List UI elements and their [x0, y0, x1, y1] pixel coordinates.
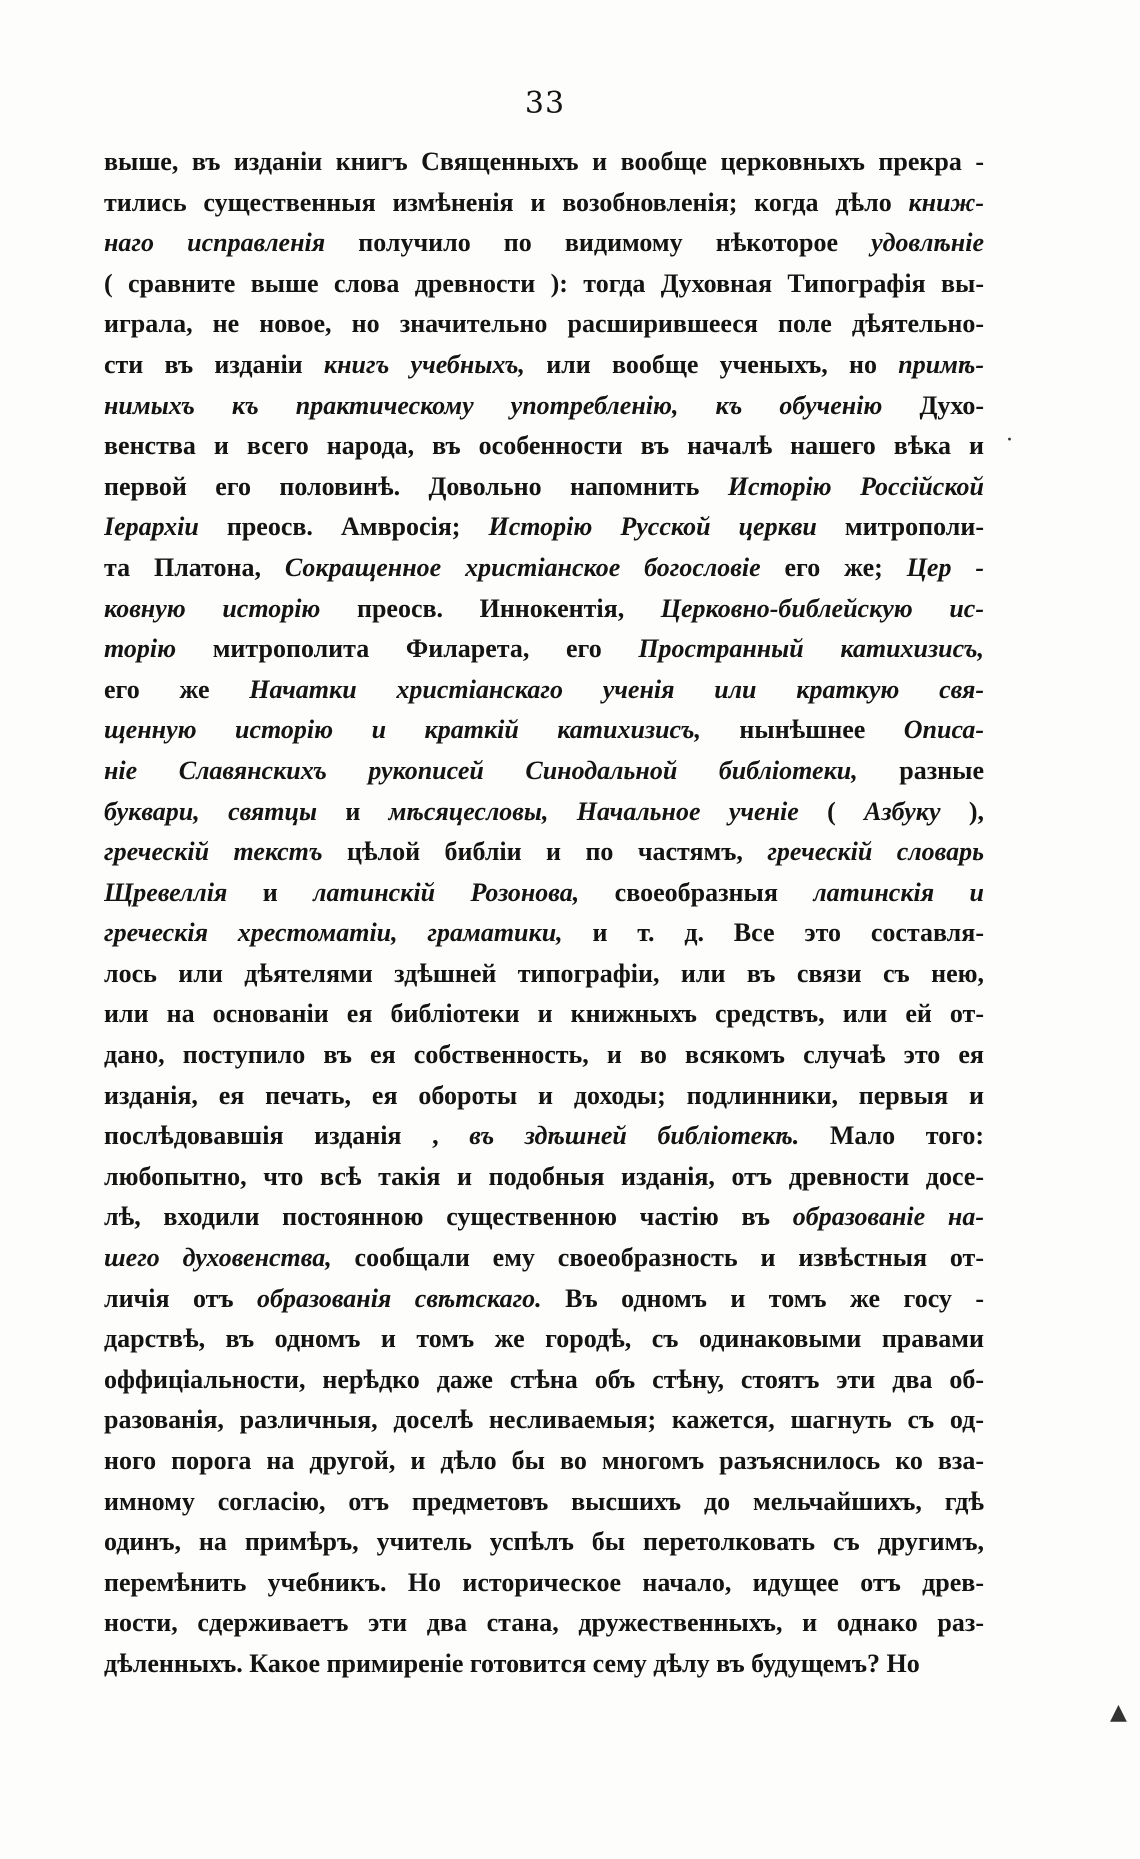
- text-segment: получило по видимому нѣкоторое: [325, 228, 872, 258]
- text-line: [104, 1076, 984, 1117]
- italic-segment: Начатки христіанскаго ученія или краткую свя-: [249, 674, 984, 704]
- italic-segment: буквари, святцы: [104, 796, 318, 826]
- italic-segment: щенную исторію и краткій катихизисъ,: [104, 715, 701, 745]
- text-segment: и: [227, 877, 314, 907]
- italic-segment: греческій текстъ: [104, 837, 323, 867]
- text-segment: Духо-: [882, 390, 984, 420]
- text-segment: своеобразныя: [579, 877, 814, 907]
- text-line: [104, 1563, 984, 1604]
- text-segment: преосв. Иннокентія,: [320, 593, 661, 623]
- text-line: [104, 1238, 984, 1279]
- text-line: [104, 832, 984, 873]
- text-segment: нынѣшнее: [700, 715, 904, 745]
- text-segment: дарствѣ, въ одномъ и томъ же городѣ, съ одинаковыми правами: [104, 1324, 984, 1354]
- text-segment: разные: [857, 755, 984, 785]
- italic-segment: торію: [104, 634, 177, 664]
- text-segment: личія отъ: [104, 1283, 258, 1313]
- text-segment: Въ одномъ и томъ же госу -: [541, 1283, 984, 1313]
- text-line: [104, 467, 984, 508]
- text-line: [104, 994, 984, 1035]
- text-segment: венства и всего народа, въ особенности въ началѣ нашего вѣка и: [104, 431, 984, 461]
- text-line: [104, 873, 984, 914]
- italic-segment: Щревеллія: [104, 877, 228, 907]
- text-line: [104, 223, 984, 264]
- text-segment: ного порога на другой, и дѣло бы во многомъ разъяснилось ко вза-: [104, 1446, 984, 1475]
- text-segment: и т. д. Все это составля-: [562, 918, 984, 948]
- text-segment: сти въ изданіи: [104, 349, 324, 379]
- italic-segment: Пространный катихизисъ,: [638, 634, 984, 664]
- text-segment: или вообще ученыхъ, но: [524, 349, 899, 379]
- italic-segment: мѣсяцесловы, Начальное ученіе: [388, 796, 799, 826]
- italic-segment: въ здѣшней библіотекѣ.: [469, 1121, 800, 1151]
- text-segment: (: [798, 796, 865, 826]
- text-line: [104, 954, 984, 995]
- text-segment: его же: [104, 674, 250, 704]
- text-line: [104, 629, 984, 670]
- text-segment: цѣлой библіи и по частямъ,: [322, 837, 768, 867]
- text-segment: разованія, различныя, доселѣ несливаемыя; кажется, шагнуть съ од-: [104, 1405, 984, 1435]
- text-segment: дано, поступило въ ея собственность, и во всякомъ случаѣ это ея: [104, 1040, 984, 1070]
- text-line: [104, 1603, 984, 1644]
- text-segment: любопытно, что всѣ такія и подобныя изданія, отъ древности досе-: [104, 1161, 984, 1191]
- text-segment: дѣленныхъ. Какое примиреніе готовится сему дѣлу въ будущемъ? Но: [104, 1648, 920, 1678]
- text-segment: его же;: [760, 552, 907, 582]
- text-line: [104, 1360, 984, 1401]
- text-segment: лось или дѣятелями здѣшней типографіи, или въ связи съ нею,: [104, 958, 984, 988]
- text-line: [104, 345, 984, 386]
- italic-segment: Сокращенное христіанское богословіе: [284, 552, 761, 582]
- text-line: [104, 670, 984, 711]
- text-segment: сообщали ему своеобразность и извѣстныя от-: [331, 1243, 984, 1273]
- text-segment: Мало того:: [799, 1121, 984, 1151]
- text-line: [104, 264, 984, 305]
- italic-segment: Исторію Россійской: [727, 471, 984, 501]
- text-segment: одинъ, на примѣръ, учитель успѣлъ бы перетолковать съ другимъ,: [104, 1527, 984, 1557]
- page-text: [104, 142, 984, 1685]
- italic-segment: Цер -: [906, 552, 984, 582]
- text-segment: оффиціальности, нерѣдко даже стѣна объ стѣну, стоятъ эти два об-: [104, 1364, 984, 1394]
- page-number: 33: [524, 86, 566, 121]
- text-line: [104, 792, 984, 833]
- text-segment: ности, сдерживаетъ эти два стана, дружественныхъ, и однако раз-: [104, 1608, 984, 1638]
- italic-segment: Азбуку: [864, 796, 941, 826]
- text-segment: выше, въ изданіи книгъ Священныхъ и вообще церковныхъ прекра -: [104, 147, 984, 176]
- text-line: [104, 142, 984, 183]
- text-segment: ( сравните выше слова древности ): тогда Духовная Типографія вы-: [104, 268, 984, 298]
- text-line: [104, 304, 984, 345]
- text-line: [104, 913, 984, 954]
- text-segment: та Платона,: [104, 552, 285, 582]
- text-line: [104, 1644, 984, 1685]
- text-line: [104, 710, 984, 751]
- italic-segment: образованія свѣтскаго.: [257, 1283, 542, 1313]
- corner-mark: ▲: [1110, 1700, 1127, 1725]
- text-segment: изданія, ея печать, ея обороты и доходы; подлинники, первыя и: [104, 1080, 984, 1110]
- italic-segment: нимыхъ къ практическому употребленію, къ обученію: [104, 390, 883, 420]
- italic-segment: Исторію Русской церкви: [488, 512, 817, 542]
- text-segment: имному согласію, отъ предметовъ высшихъ до мельчайшихъ, гдѣ: [104, 1486, 984, 1516]
- text-line: [104, 386, 984, 427]
- text-line: [104, 1157, 984, 1198]
- text-line: [104, 1279, 984, 1320]
- text-line: [104, 426, 984, 467]
- text-line: [104, 1116, 984, 1157]
- text-line: [104, 589, 984, 630]
- italic-segment: Церковно-библейскую ис-: [660, 593, 984, 623]
- margin-speck: ·: [1006, 428, 1013, 453]
- italic-segment: греческій словарь: [767, 837, 984, 867]
- italic-segment: латинскій Розонова,: [313, 877, 580, 907]
- text-line: [104, 1522, 984, 1563]
- text-segment: и: [317, 796, 389, 826]
- text-segment: играла, не новое, но значительно расширившееся поле дѣятельно-: [104, 309, 984, 339]
- italic-segment: образованіе на-: [792, 1202, 984, 1232]
- text-segment: тились существенныя измѣненія и возобновленія; когда дѣло: [104, 187, 909, 217]
- text-line: [104, 1035, 984, 1076]
- text-line: [104, 507, 984, 548]
- text-segment: послѣдовавшія изданія ,: [104, 1121, 470, 1151]
- italic-segment: книж-: [908, 187, 984, 217]
- text-line: [104, 1400, 984, 1441]
- italic-segment: Описа-: [903, 715, 984, 745]
- text-line: [104, 751, 984, 792]
- text-line: [104, 1197, 984, 1238]
- text-line: [104, 548, 984, 589]
- italic-segment: шего духовенства,: [104, 1243, 332, 1273]
- italic-segment: наго исправленія: [104, 228, 326, 258]
- text-segment: перемѣнить учебникъ. Но историческое начало, идущее отъ древ-: [104, 1567, 984, 1597]
- text-segment: митрополита Филарета, его: [176, 634, 639, 664]
- text-line: [104, 1441, 984, 1482]
- text-line: [104, 183, 984, 224]
- text-line: [104, 1482, 984, 1523]
- text-segment: лѣ, входили постоянною существенною частію въ: [104, 1202, 793, 1232]
- text-segment: или на основаніи ея библіотеки и книжныхъ средствъ, или ей от-: [104, 999, 984, 1029]
- text-segment: ),: [940, 796, 984, 826]
- italic-segment: удовлѣніе: [871, 228, 984, 258]
- italic-segment: ніе Славянскихъ рукописей Синодальной библіотеки,: [104, 755, 858, 785]
- text-line: [104, 1319, 984, 1360]
- italic-segment: Іерархіи: [104, 512, 199, 542]
- text-segment: преосв. Амвросія;: [198, 512, 489, 542]
- italic-segment: книгъ учебныхъ,: [323, 349, 525, 379]
- italic-segment: латинскія и: [813, 877, 984, 907]
- italic-segment: ковную исторію: [104, 593, 321, 623]
- text-segment: митрополи-: [816, 512, 984, 542]
- italic-segment: примѣ-: [898, 349, 984, 379]
- text-segment: первой его половинѣ. Довольно напомнить: [104, 471, 728, 501]
- italic-segment: греческія хрестоматіи, граматики,: [104, 918, 563, 948]
